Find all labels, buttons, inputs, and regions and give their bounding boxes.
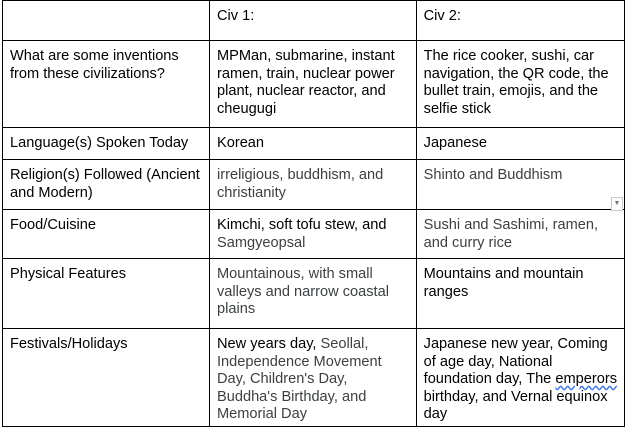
row-label-festivals[interactable]: Festivals/Holidays [3,329,210,427]
chevron-down-icon[interactable]: ▼ [611,197,623,211]
header-cell-empty[interactable] [3,1,210,41]
civ1-physical[interactable]: Mountainous, with small valleys and narrow coastal plains [209,259,416,329]
comparison-table [2,0,625,427]
row-label-inventions[interactable]: What are some inventions from these civilizations? [3,41,210,128]
civ1-language[interactable]: Korean [209,128,416,160]
civ2-language[interactable]: Japanese [416,128,624,160]
header-cell-civ2[interactable]: Civ 2: [416,1,624,41]
row-label-food[interactable]: Food/Cuisine [3,210,210,259]
header-cell-civ1[interactable]: Civ 1: [209,1,416,41]
table-row [3,259,625,329]
table-row [3,128,625,160]
civ2-inventions[interactable]: The rice cooker, sushi, car navigation, the QR code, the bullet train, emojis, and the selfie stick [416,41,624,128]
civ2-festivals[interactable] [416,329,624,427]
civ2-religion[interactable]: Shinto and Buddhism [416,160,624,210]
table-row [3,41,625,128]
table-row [3,160,625,210]
civ1-food[interactable] [209,210,416,259]
civ1-food-part2: Samgyeopsal [216,234,306,251]
civ2-festivals-part3: birthday, and Vernal equinox day [423,388,608,422]
civ1-festivals-part2: Seollal, Independence Movement Day, Children's Day, Buddha's Birthday, and Memorial Day [216,336,382,422]
header-row [3,1,625,41]
civ2-festivals-part1: Japanese new year, Coming of age day, National foundation day, The [423,336,608,387]
civ1-food-part1: Kimchi, soft tofu stew, and [216,217,387,233]
table-row [3,329,625,427]
table-row [3,210,625,259]
civ1-festivals[interactable] [209,329,416,427]
civ1-religion[interactable]: irreligious, buddhism, and christianity [209,160,416,210]
civ1-festivals-part1: New years day, [216,336,321,352]
row-label-religion[interactable]: Religion(s) Followed (Ancient and Modern) [3,160,210,210]
civ1-inventions[interactable]: MPMan, submarine, instant ramen, train, nuclear power plant, nuclear reactor, and cheugugi [209,41,416,128]
spellcheck-word[interactable]: emperors [555,371,617,387]
row-label-physical[interactable]: Physical Features [3,259,210,329]
civ2-physical[interactable]: Mountains and mountain ranges [416,259,624,329]
civ2-food[interactable]: Sushi and Sashimi, ramen, and curry rice [416,210,624,259]
row-label-language[interactable]: Language(s) Spoken Today [3,128,210,160]
